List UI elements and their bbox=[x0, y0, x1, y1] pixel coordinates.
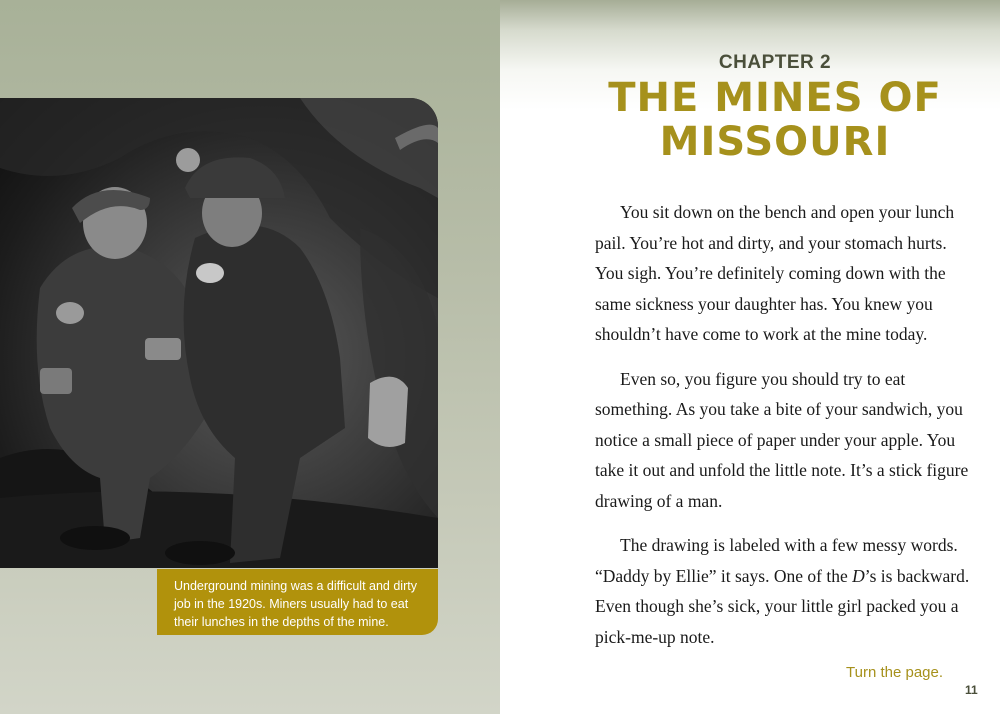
paragraph-2: Even so, you figure you should try to eat something. As you take a bite of your sandwich, you notice a small piece of paper under your apple. You take it out and unfold the little note. It’s a stick figure drawing of a man. bbox=[595, 368, 969, 511]
miners-photo-illustration bbox=[0, 98, 438, 568]
paragraph-3-end: ’s is backward. Even though she’s sick, your little girl packed you a pick-me-up note. bbox=[595, 565, 970, 647]
body-text bbox=[595, 197, 970, 666]
right-page bbox=[500, 0, 1000, 714]
paragraph-1: You sit down on the bench and open your lunch pail. You’re hot and dirty, and your stomach hurts. You sigh. You’re definitely coming down with the same sickness your daughter has. You knew you shouldn’t have come to work at the mine today. bbox=[595, 202, 955, 344]
photo-caption: Underground mining was a difficult and dirty job in the 1920s. Miners usually had to eat their lunches in the depths of the mine. bbox=[157, 569, 438, 635]
chapter-title bbox=[500, 76, 1000, 164]
paragraph-3-start: The drawing is labeled with a few messy words. “Daddy by Ellie” it says. One of the bbox=[595, 535, 958, 586]
chapter-title-line-2: MISSOURI bbox=[659, 119, 891, 165]
paragraph-3 bbox=[595, 530, 970, 652]
miners-photo bbox=[0, 98, 438, 568]
chapter-label: CHAPTER 2 bbox=[718, 52, 832, 73]
paragraph-3-italic: D bbox=[852, 565, 865, 586]
page-number: 11 bbox=[965, 683, 978, 697]
turn-page-link[interactable]: Turn the page. bbox=[846, 664, 944, 681]
chapter-title-line-1: THE MINES OF bbox=[608, 75, 942, 121]
